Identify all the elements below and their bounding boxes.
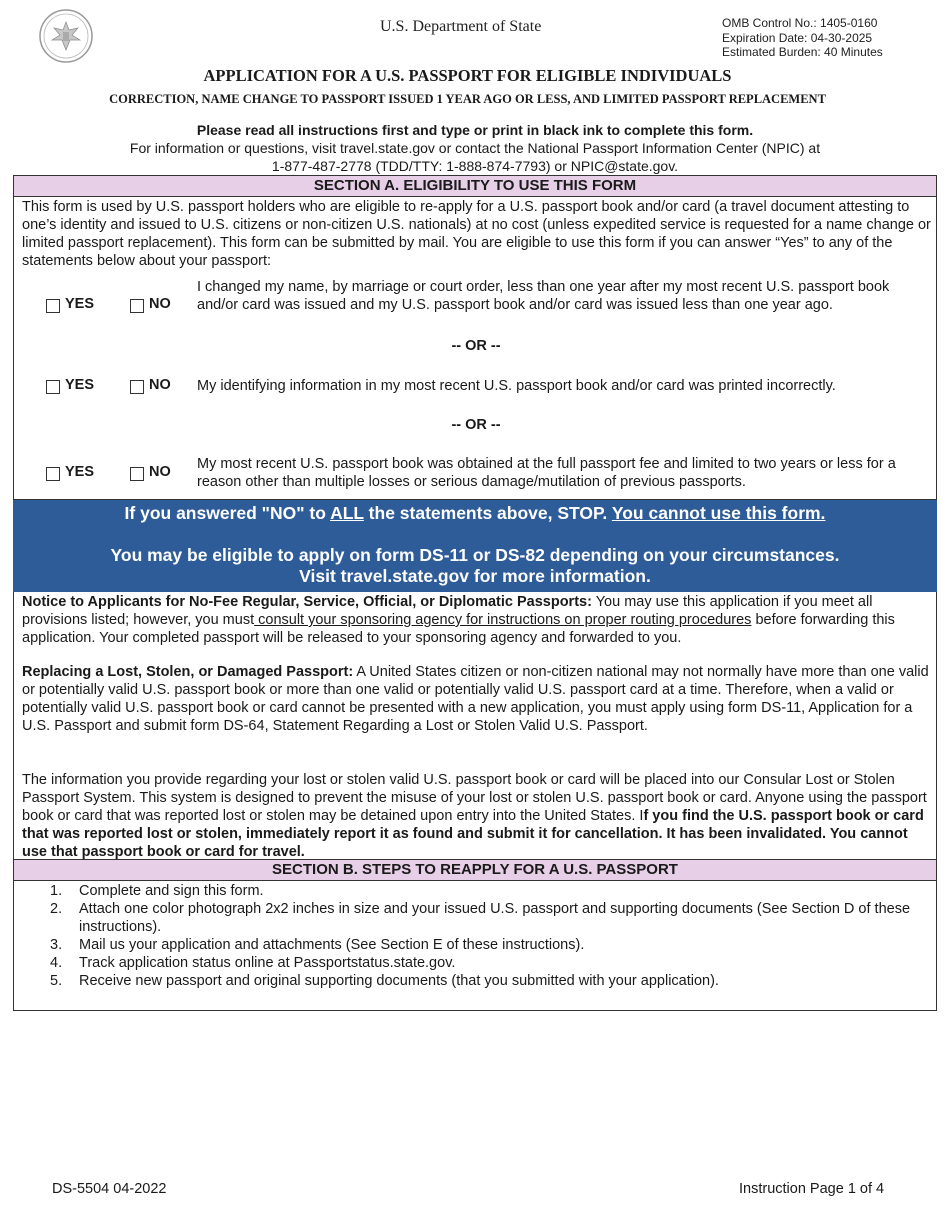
step-item: [44, 882, 934, 900]
step-number: 1.: [50, 883, 63, 899]
section-a-heading: SECTION A. ELIGIBILITY TO USE THIS FORM: [14, 176, 936, 197]
lost-passport-title: Replacing a Lost, Stolen, or Damaged Passport:: [22, 664, 354, 680]
instructions-line-2: For information or questions, visit travel.state.gov or contact the National Passport Information Center (NPIC) at: [129, 140, 821, 156]
nofee-notice: [22, 593, 934, 647]
q3-statement: My most recent U.S. passport book was obtained at the full passport fee and limited to two years or less for a reason other than multiple losses or serious damage/mutilation of previous passports.: [197, 456, 896, 490]
step-text: Track application status online at Passportstatus.state.gov.: [79, 955, 456, 971]
or-divider-1: -- OR --: [451, 338, 501, 354]
q1-no-label: NO: [149, 296, 171, 312]
lost-stolen-info: [22, 771, 934, 861]
q1-no-checkbox[interactable]: [130, 299, 144, 313]
q2-statement: My identifying information in my most recent U.S. passport book and/or card was printed incorrectly.: [197, 378, 836, 394]
omb-info: [722, 16, 883, 60]
lost-stolen-warning: f you find the U.S. passport book or card that was reported lost or stolen, immediately report it as found and submit it for cancellation. It has been invalidated. You cannot use that passport book or card for travel.: [22, 808, 924, 860]
banner-text-all: ALL: [330, 503, 364, 523]
nofee-notice-title: Notice to Applicants for No-Fee Regular, Service, Official, or Diplomatic Passports:: [22, 594, 592, 610]
q1-yes-label: YES: [65, 296, 95, 312]
q3-no-checkbox[interactable]: [130, 467, 144, 481]
banner-line-2: You may be eligible to apply on form DS-11 or DS-82 depending on your circumstances.: [110, 545, 840, 565]
section-a: [13, 175, 937, 500]
q3-yes-checkbox[interactable]: [46, 467, 60, 481]
q2-no-label: NO: [149, 377, 171, 393]
nofee-notice-text-1: You may use this application if you meet all provisions listed; however, you must: [22, 594, 873, 628]
lost-stolen-info-text: The information you provide regarding your lost or stolen valid U.S. passport book or card will be placed into our Consular Lost or Stolen Passport System. This system is designed to prevent the misuse of your lost or stolen U.S. passport book or card. Anyone using the passport book or card that was reported lost or stolen may be detained upon entry into the United States. I: [22, 772, 927, 824]
expiration-date: Expiration Date: 04-30-2025: [722, 30, 873, 45]
stop-banner: [13, 500, 937, 592]
banner-text-stop: the statements above, STOP.: [363, 503, 612, 523]
step-item: [44, 972, 934, 990]
or-divider-2: -- OR --: [451, 417, 501, 433]
step-number: 4.: [50, 955, 63, 971]
banner-text-cannot-use: You cannot use this form.: [611, 503, 826, 523]
instructions-line-1: Please read all instructions first and type or print in black ink to complete this form.: [196, 122, 754, 138]
q2-yes-label: YES: [65, 377, 95, 393]
omb-control-number: OMB Control No.: 1405-0160: [722, 16, 878, 30]
banner-text-pre: If you answered "NO" to: [124, 503, 331, 523]
step-number: 3.: [50, 937, 63, 953]
step-item: [44, 936, 934, 954]
page-number: Instruction Page 1 of 4: [739, 1181, 885, 1197]
section-b: [13, 859, 937, 1011]
state-department-seal-icon: [38, 8, 94, 64]
q1-yes-checkbox[interactable]: [46, 299, 60, 313]
estimated-burden: Estimated Burden: 40 Minutes: [722, 45, 883, 59]
form-subtitle: CORRECTION, NAME CHANGE TO PASSPORT ISSUED 1 YEAR AGO OR LESS, AND LIMITED PASSPORT REPLACEMENT: [109, 92, 826, 106]
section-b-heading: SECTION B. STEPS TO REAPPLY FOR A U.S. PASSPORT: [14, 860, 936, 881]
step-item: [44, 954, 934, 972]
sponsoring-agency-link[interactable]: consult your sponsoring agency for instructions on proper routing procedures: [254, 612, 752, 628]
q2-yes-checkbox[interactable]: [46, 380, 60, 394]
banner-line-1: [13, 503, 937, 524]
department-name: U.S. Department of State: [380, 18, 542, 35]
step-number: 2.: [50, 901, 63, 917]
steps-list: [44, 882, 934, 990]
form-title: APPLICATION FOR A U.S. PASSPORT FOR ELIGIBLE INDIVIDUALS: [203, 66, 732, 85]
form-identifier: DS-5504 04-2022: [52, 1181, 167, 1197]
nofee-notice-text-2: before forwarding this application. Your completed passport will be released to your sponsoring agency and forwarded to you.: [22, 612, 895, 646]
step-text: Receive new passport and original supporting documents (that you submitted with your application).: [79, 973, 719, 989]
instructions-line-3: 1-877-487-2778 (TDD/TTY: 1-888-874-7793) or NPIC@state.gov.: [271, 158, 679, 174]
q3-no-label: NO: [149, 464, 171, 480]
step-number: 5.: [50, 973, 63, 989]
section-a-intro: This form is used by U.S. passport holders who are eligible to re-apply for a U.S. passport book and/or card (a travel document attesting to one’s identity and issued to U.S. citizens or non-citizen U.S. nationals) at no cost (unless expedited service is requested for a name change or limited passport replacement). This form can be submitted by mail. You are eligible to use this form if you can answer “Yes” to any of the statements below about your passport:: [22, 199, 931, 269]
q3-yes-label: YES: [65, 464, 95, 480]
instructions-block: [0, 121, 950, 175]
banner-line-3: Visit travel.state.gov for more information.: [299, 566, 651, 586]
lost-passport-text: A United States citizen or non-citizen national may not normally have more than one valid or potentially valid U.S. passport book or more than one valid or potentially valid U.S. passport card at a time. Therefore, when a valid or potentially valid U.S. passport book or card cannot be presented with a new application, you must apply using form DS-11, Application for a U.S. Passport and submit form DS-64, Statement Regarding a Lost or Stolen Valid U.S. Passport.: [22, 664, 929, 734]
step-text: Complete and sign this form.: [79, 883, 264, 899]
lost-passport-notice: [22, 663, 934, 735]
step-text: Attach one color photograph 2x2 inches in size and your issued U.S. passport and supporting documents (See Section D of these instructions).: [79, 901, 911, 935]
notices-section: [13, 592, 937, 860]
q1-statement: I changed my name, by marriage or court order, less than one year after my most recent U.S. passport book and/or card was issued and my U.S. passport book and/or card was issued less than one year ago.: [197, 279, 890, 313]
step-text: Mail us your application and attachments (See Section E of these instructions).: [79, 937, 585, 953]
step-item: [44, 900, 934, 936]
q2-no-checkbox[interactable]: [130, 380, 144, 394]
